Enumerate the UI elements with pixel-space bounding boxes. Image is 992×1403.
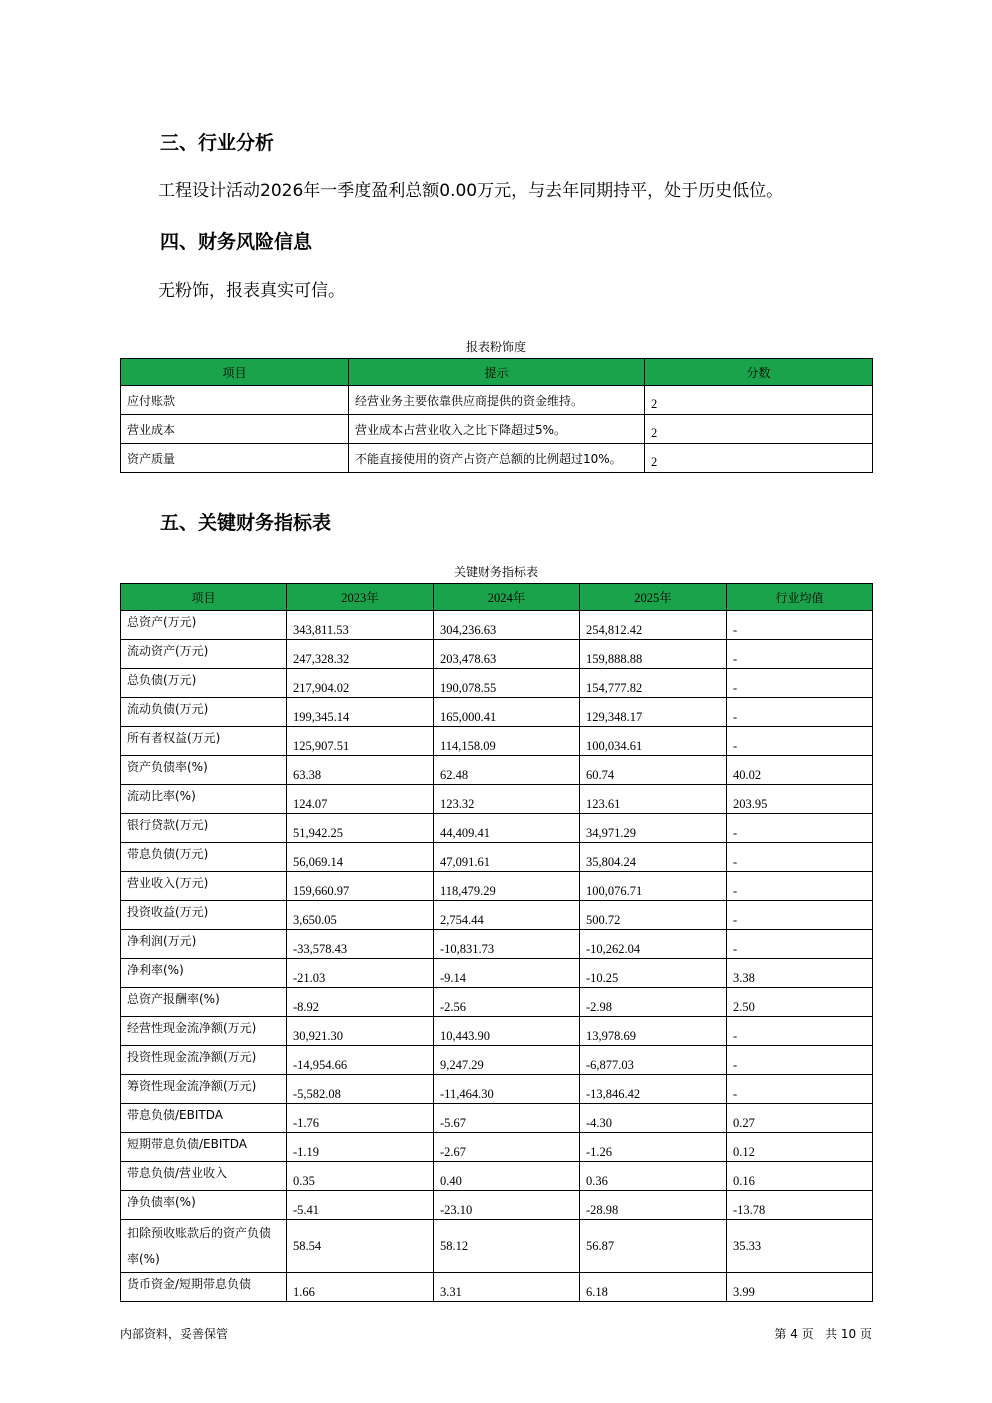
value-cell: -5,582.08 xyxy=(287,1075,434,1104)
hint-cell: 营业成本占营业收入之比下降超过5%。 xyxy=(349,415,645,444)
header-cell: 行业均值 xyxy=(727,584,873,611)
table-row xyxy=(121,959,873,988)
value-cell: 3.99 xyxy=(727,1273,873,1302)
value-cell: 199,345.14 xyxy=(287,698,434,727)
page-number: 第 4 页 共 10 页 xyxy=(774,1327,872,1341)
score-cell: 2 xyxy=(645,415,873,444)
kpi-table xyxy=(120,583,873,1302)
value-cell: 0.40 xyxy=(434,1162,580,1191)
value-cell: -1.76 xyxy=(287,1104,434,1133)
table-row xyxy=(121,785,873,814)
row-label: 所有者权益(万元) xyxy=(121,727,287,756)
value-cell: 254,812.42 xyxy=(580,611,727,640)
value-cell: 100,076.71 xyxy=(580,872,727,901)
value-cell: 159,660.97 xyxy=(287,872,434,901)
row-label: 流动负债(万元) xyxy=(121,698,287,727)
value-cell: 58.54 xyxy=(287,1220,434,1273)
table-row xyxy=(121,1133,873,1162)
value-cell: - xyxy=(727,611,873,640)
value-cell: -21.03 xyxy=(287,959,434,988)
value-cell: -5.41 xyxy=(287,1191,434,1220)
value-cell: 35.33 xyxy=(727,1220,873,1273)
value-cell: - xyxy=(727,698,873,727)
row-label: 带息负债/EBITDA xyxy=(121,1104,287,1133)
value-cell: 343,811.53 xyxy=(287,611,434,640)
row-label: 带息负债/营业收入 xyxy=(121,1162,287,1191)
table-row xyxy=(121,1046,873,1075)
risk-table xyxy=(120,358,873,473)
row-label: 投资收益(万元) xyxy=(121,901,287,930)
value-cell: 2,754.44 xyxy=(434,901,580,930)
kpi-table-caption: 关键财务指标表 xyxy=(453,565,538,579)
value-cell: 129,348.17 xyxy=(580,698,727,727)
value-cell: 0.27 xyxy=(727,1104,873,1133)
section-5-heading: 五、关键财务指标表 xyxy=(160,512,332,534)
table-row xyxy=(121,1017,873,1046)
risk-table-header xyxy=(121,359,873,386)
header-cell: 分数 xyxy=(645,359,873,386)
risk-table-caption: 报表粉饰度 xyxy=(465,340,526,354)
value-cell: 217,904.02 xyxy=(287,669,434,698)
value-cell: - xyxy=(727,640,873,669)
row-label: 营业成本 xyxy=(121,415,349,444)
table-row xyxy=(121,901,873,930)
table-row xyxy=(121,1104,873,1133)
hint-cell: 经营业务主要依靠供应商提供的资金维持。 xyxy=(349,386,645,415)
table-row xyxy=(121,814,873,843)
value-cell: - xyxy=(727,930,873,959)
header-cell: 2024年 xyxy=(434,584,580,611)
value-cell: -10.25 xyxy=(580,959,727,988)
value-cell: -8.92 xyxy=(287,988,434,1017)
value-cell: 118,479.29 xyxy=(434,872,580,901)
value-cell: -2.56 xyxy=(434,988,580,1017)
value-cell: -4.30 xyxy=(580,1104,727,1133)
value-cell: -11,464.30 xyxy=(434,1075,580,1104)
value-cell: -1.19 xyxy=(287,1133,434,1162)
table-row xyxy=(121,640,873,669)
value-cell: 34,971.29 xyxy=(580,814,727,843)
value-cell: 56.87 xyxy=(580,1220,727,1273)
score-cell: 2 xyxy=(645,386,873,415)
value-cell: 203.95 xyxy=(727,785,873,814)
table-row xyxy=(121,756,873,785)
row-label: 资产质量 xyxy=(121,444,349,473)
row-label: 净利润(万元) xyxy=(121,930,287,959)
table-row xyxy=(121,444,873,473)
value-cell: 3.31 xyxy=(434,1273,580,1302)
value-cell: -23.10 xyxy=(434,1191,580,1220)
value-cell: -2.98 xyxy=(580,988,727,1017)
value-cell: - xyxy=(727,1075,873,1104)
header-cell: 2025年 xyxy=(580,584,727,611)
table-row xyxy=(121,1075,873,1104)
value-cell: 62.48 xyxy=(434,756,580,785)
value-cell: 165,000.41 xyxy=(434,698,580,727)
hint-cell: 不能直接使用的资产占资产总额的比例超过10%。 xyxy=(349,444,645,473)
value-cell: 2.50 xyxy=(727,988,873,1017)
table-row xyxy=(121,611,873,640)
table-row xyxy=(121,415,873,444)
value-cell: -14,954.66 xyxy=(287,1046,434,1075)
header-cell: 2023年 xyxy=(287,584,434,611)
row-label: 总负债(万元) xyxy=(121,669,287,698)
value-cell: 304,236.63 xyxy=(434,611,580,640)
value-cell: -33,578.43 xyxy=(287,930,434,959)
value-cell: 3,650.05 xyxy=(287,901,434,930)
value-cell: 58.12 xyxy=(434,1220,580,1273)
value-cell: - xyxy=(727,872,873,901)
row-label: 营业收入(万元) xyxy=(121,872,287,901)
table-row xyxy=(121,1162,873,1191)
header-cell: 项目 xyxy=(121,584,287,611)
value-cell: -1.26 xyxy=(580,1133,727,1162)
row-label: 经营性现金流净额(万元) xyxy=(121,1017,287,1046)
row-label: 总资产(万元) xyxy=(121,611,287,640)
row-label: 总资产报酬率(%) xyxy=(121,988,287,1017)
value-cell: 0.36 xyxy=(580,1162,727,1191)
table-row xyxy=(121,1220,873,1273)
value-cell: - xyxy=(727,1046,873,1075)
value-cell: 3.38 xyxy=(727,959,873,988)
section-4-heading: 四、财务风险信息 xyxy=(160,231,313,253)
section-3-heading: 三、行业分析 xyxy=(160,132,275,154)
value-cell: 13,978.69 xyxy=(580,1017,727,1046)
table-row xyxy=(121,1191,873,1220)
value-cell: 40.02 xyxy=(727,756,873,785)
value-cell: - xyxy=(727,843,873,872)
row-label: 流动资产(万元) xyxy=(121,640,287,669)
value-cell: 123.61 xyxy=(580,785,727,814)
kpi-table-header xyxy=(121,584,873,611)
value-cell: 124.07 xyxy=(287,785,434,814)
value-cell: -10,831.73 xyxy=(434,930,580,959)
value-cell: 154,777.82 xyxy=(580,669,727,698)
value-cell: 0.35 xyxy=(287,1162,434,1191)
value-cell: 203,478.63 xyxy=(434,640,580,669)
row-label: 资产负债率(%) xyxy=(121,756,287,785)
table-row xyxy=(121,930,873,959)
value-cell: 9,247.29 xyxy=(434,1046,580,1075)
value-cell: 63.38 xyxy=(287,756,434,785)
value-cell: 0.16 xyxy=(727,1162,873,1191)
table-row xyxy=(121,727,873,756)
table-row xyxy=(121,843,873,872)
row-label: 银行贷款(万元) xyxy=(121,814,287,843)
row-label: 流动比率(%) xyxy=(121,785,287,814)
value-cell: 60.74 xyxy=(580,756,727,785)
value-cell: 159,888.88 xyxy=(580,640,727,669)
value-cell: 51,942.25 xyxy=(287,814,434,843)
score-cell: 2 xyxy=(645,444,873,473)
value-cell: - xyxy=(727,1017,873,1046)
row-label: 应付账款 xyxy=(121,386,349,415)
value-cell: 500.72 xyxy=(580,901,727,930)
value-cell: 114,158.09 xyxy=(434,727,580,756)
table-row xyxy=(121,669,873,698)
row-label: 投资性现金流净额(万元) xyxy=(121,1046,287,1075)
value-cell: 0.12 xyxy=(727,1133,873,1162)
value-cell: -13,846.42 xyxy=(580,1075,727,1104)
value-cell: 123.32 xyxy=(434,785,580,814)
value-cell: 100,034.61 xyxy=(580,727,727,756)
value-cell: 6.18 xyxy=(580,1273,727,1302)
value-cell: 247,328.32 xyxy=(287,640,434,669)
row-label: 短期带息负债/EBITDA xyxy=(121,1133,287,1162)
row-label: 净负债率(%) xyxy=(121,1191,287,1220)
value-cell: -5.67 xyxy=(434,1104,580,1133)
section-4-text: 无粉饰，报表真实可信。 xyxy=(158,281,345,301)
value-cell: -13.78 xyxy=(727,1191,873,1220)
value-cell: 190,078.55 xyxy=(434,669,580,698)
row-label: 筹资性现金流净额(万元) xyxy=(121,1075,287,1104)
value-cell: - xyxy=(727,727,873,756)
value-cell: 125,907.51 xyxy=(287,727,434,756)
footer-note: 内部资料，妥善保管 xyxy=(120,1327,229,1341)
value-cell: 30,921.30 xyxy=(287,1017,434,1046)
value-cell: 44,409.41 xyxy=(434,814,580,843)
row-label: 扣除预收账款后的资产负债率(%) xyxy=(121,1220,287,1273)
value-cell: 1.66 xyxy=(287,1273,434,1302)
value-cell: - xyxy=(727,814,873,843)
value-cell: 35,804.24 xyxy=(580,843,727,872)
value-cell: -10,262.04 xyxy=(580,930,727,959)
header-cell: 项目 xyxy=(121,359,349,386)
row-label: 货币资金/短期带息负债 xyxy=(121,1273,287,1302)
value-cell: - xyxy=(727,901,873,930)
value-cell: -28.98 xyxy=(580,1191,727,1220)
row-label: 带息负债(万元) xyxy=(121,843,287,872)
row-label: 净利率(%) xyxy=(121,959,287,988)
table-row xyxy=(121,872,873,901)
value-cell: -6,877.03 xyxy=(580,1046,727,1075)
table-row xyxy=(121,698,873,727)
header-cell: 提示 xyxy=(349,359,645,386)
value-cell: 56,069.14 xyxy=(287,843,434,872)
table-row xyxy=(121,386,873,415)
table-row xyxy=(121,988,873,1017)
value-cell: -2.67 xyxy=(434,1133,580,1162)
table-row xyxy=(121,1273,873,1302)
value-cell: 10,443.90 xyxy=(434,1017,580,1046)
value-cell: 47,091.61 xyxy=(434,843,580,872)
value-cell: -9.14 xyxy=(434,959,580,988)
value-cell: - xyxy=(727,669,873,698)
section-3-text: 工程设计活动2026年一季度盈利总额0.00万元，与去年同期持平，处于历史低位。 xyxy=(158,181,784,201)
